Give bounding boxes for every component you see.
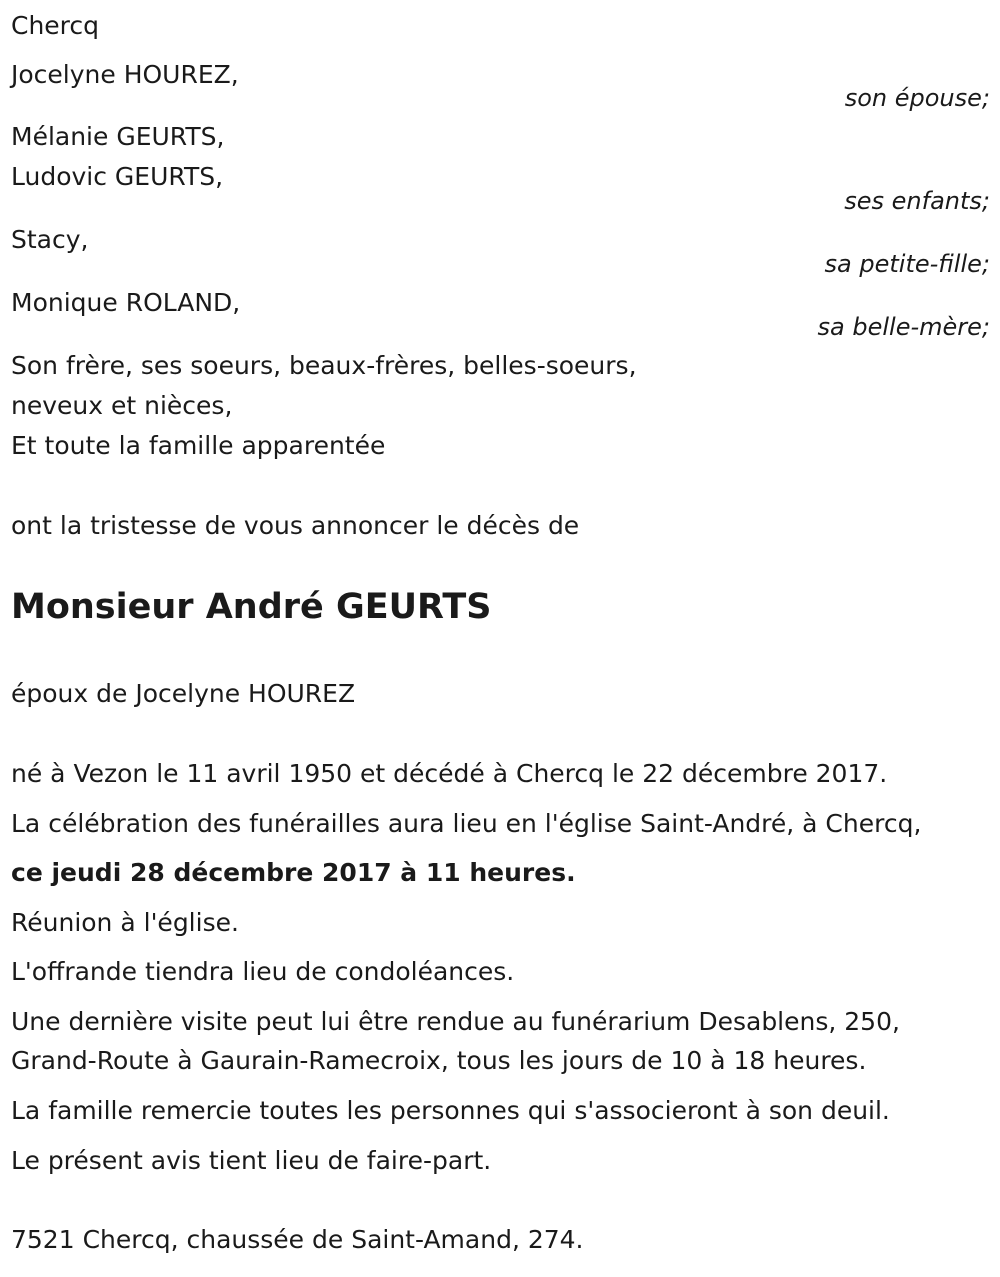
visit-line-1: Une dernière visite peut lui être rendue au funérarium Desablens, 250, xyxy=(11,1007,900,1036)
ceremony-line: La célébration des funérailles aura lieu en l'église Saint-André, à Chercq, xyxy=(11,809,922,838)
granddaughter-relation: sa petite-fille; xyxy=(824,250,990,278)
offering-line: L'offrande tiendra lieu de condoléances. xyxy=(11,957,515,986)
other-family-line-3: Et toute la famille apparentée xyxy=(11,431,386,460)
thanks-line: La famille remercie toutes les personnes qui s'associeront à son deuil. xyxy=(11,1096,890,1125)
child-name-1: Mélanie GEURTS, xyxy=(11,122,225,151)
mother-in-law-name: Monique ROLAND, xyxy=(11,288,241,317)
child-name-2: Ludovic GEURTS, xyxy=(11,162,224,191)
deceased-name: Monsieur André GEURTS xyxy=(11,587,492,627)
announcement-text: ont la tristesse de vous annoncer le décès de xyxy=(11,511,580,540)
location-heading: Chercq xyxy=(11,11,100,40)
meeting-line: Réunion à l'église. xyxy=(11,908,239,937)
other-family-line-2: neveux et nièces, xyxy=(11,391,233,420)
children-relation: ses enfants; xyxy=(844,187,990,215)
mother-in-law-relation: sa belle-mère; xyxy=(817,313,990,341)
birth-death-line: né à Vezon le 11 avril 1950 et décédé à Chercq le 22 décembre 2017. xyxy=(11,759,888,788)
deceased-spouse-line: époux de Jocelyne HOUREZ xyxy=(11,679,356,708)
spouse-name: Jocelyne HOUREZ, xyxy=(11,60,239,89)
address-line: 7521 Chercq, chaussée de Saint-Amand, 274. xyxy=(11,1225,584,1254)
visit-line-2: Grand-Route à Gaurain-Ramecroix, tous les jours de 10 à 18 heures. xyxy=(11,1046,867,1075)
notice-line: Le présent avis tient lieu de faire-part. xyxy=(11,1146,492,1175)
granddaughter-name: Stacy, xyxy=(11,225,89,254)
other-family-line-1: Son frère, ses soeurs, beaux-frères, belles-soeurs, xyxy=(11,351,637,380)
ceremony-time-line: ce jeudi 28 décembre 2017 à 11 heures. xyxy=(11,858,576,887)
spouse-relation: son épouse; xyxy=(844,84,990,112)
